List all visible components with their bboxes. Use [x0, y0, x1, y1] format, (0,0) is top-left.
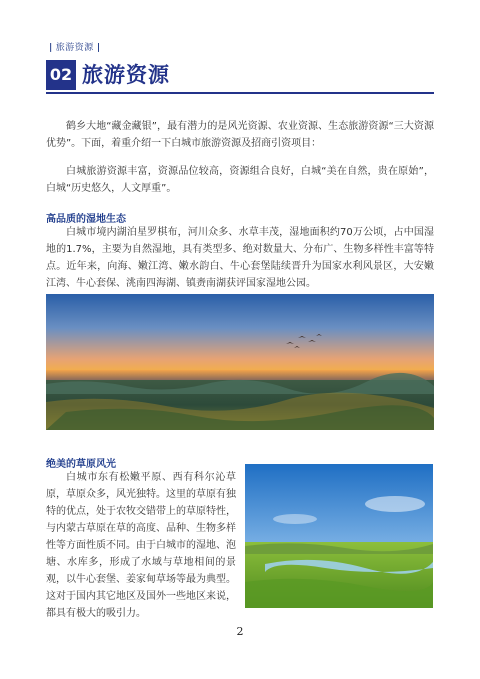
wetland-photo [46, 294, 434, 430]
wetland-sunset-image [46, 294, 434, 430]
section-heading [46, 60, 434, 92]
section-title: 旅游资源 [82, 63, 170, 87]
header-divider-right: | [96, 43, 101, 53]
section-underline [46, 92, 434, 94]
grassland-paragraph: 白城市东有松嫩平原、西有科尔沁草原，草原众多，风光独特。这里的草原有独特的优点，处于农牧交错带上的草原特性，与内蒙古草原在草的高度、品种、生物多样性等方面性质不同。由于白城市的湿地、泡塘、水库多，形成了水域与草地相间的景观，以牛心套堡、姜家甸草场等最为典型。这对于国内其它地区及国外一些地区来说，都具有极大的吸引力。 [46, 472, 236, 619]
wetland-subheading: 高品质的湿地生态 [46, 214, 126, 225]
running-header-title: 旅游资源 [55, 43, 94, 53]
intro-paragraph: 鹤乡大地“藏金藏银”，最有潜力的是风光资源、农业资源、生态旅游资源“三大资源优势”。下面，着重介绍一下白城市旅游资源及招商引资项目： [46, 121, 434, 149]
grassland-photo [245, 464, 433, 608]
running-header [46, 40, 104, 53]
grassland-subheading: 绝美的草原风光 [46, 459, 116, 470]
grassland-river-image [245, 464, 433, 608]
overview-paragraph: 白城旅游资源丰富，资源品位较高，资源组合良好，白城“美在自然，贵在原始”，白城“历史悠久，人文厚重”。 [46, 166, 434, 194]
wetland-paragraph: 白城市境内湖泊星罗棋布，河川众多、水草丰茂，湿地面积约70万公顷，占中国湿地的1.7%，主要为自然湿地，具有类型多、绝对数量大、分布广、生物多样性丰富等特点。近年来，向海、嫩江湾、嫩水韵白、牛心套堡陆续晋升为国家水利风景区，大安嫩江湾、牛心套保、洮南四海湖、镇赉南湖获评国家湿地公园。 [46, 227, 434, 289]
header-divider-left: | [49, 43, 53, 53]
section-number-badge: 02 [46, 60, 76, 90]
page-number: 2 [236, 625, 244, 638]
